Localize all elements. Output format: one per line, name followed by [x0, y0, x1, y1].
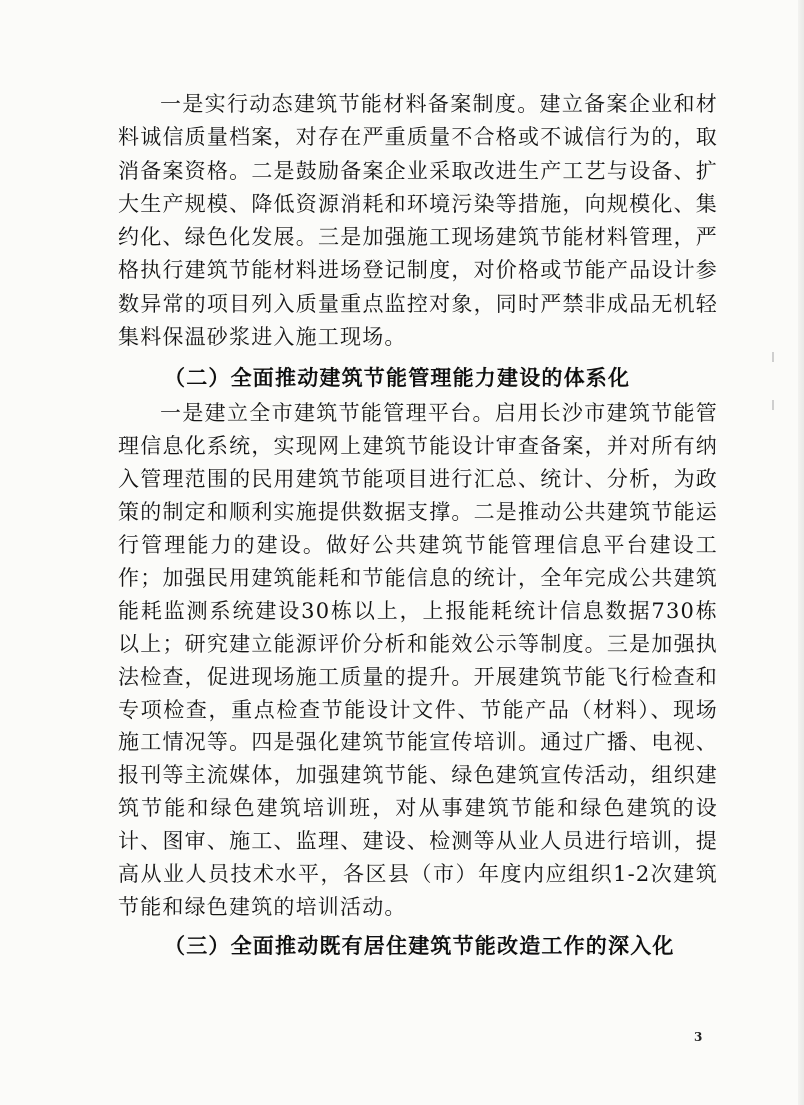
- scan-mark: [772, 400, 774, 410]
- section-heading-3: （三）全面推动既有居住建筑节能改造工作的深入化: [164, 933, 675, 958]
- section-heading-2: （二）全面推动建筑节能管理能力建设的体系化: [164, 366, 631, 391]
- scan-mark: [772, 352, 774, 362]
- page-number: 3: [694, 1030, 703, 1044]
- paragraph-management-capacity: 一是建立全市建筑节能管理平台。启用长沙市建筑节能管理信息化系统，实现网上建筑节能设计审查备案，并对所有纳入管理范围的民用建筑节能项目进行汇总、统计、分析，为政策的制定和顺利实施提供数据支撑。二是推动公共建筑节能运行管理能力的建设。做好公共建筑节能管理信息平台建设工作；加强民用建筑能耗和节能信息的统计，全年完成公共建筑能耗监测系统建设30栋以上，上报能耗统计信息数据730栋以上；研究建立能源评价分析和能效公示等制度。三是加强执法检查，促进现场施工质量的提升。开展建筑节能飞行检查和专项检查，重点检查节能设计文件、节能产品（材料）、现场施工情况等。四是强化建筑节能宣传培训。通过广播、电视、报刊等主流媒体，加强建筑节能、绿色建筑宣传活动，组织建筑节能和绿色建筑培训班，对从事建筑节能和绿色建筑的设计、图审、施工、监理、建设、检测等从业人员进行培训，提高从业人员技术水平，各区县（市）年度内应组织1-2次建筑节能和绿色建筑的培训活动。: [118, 401, 718, 919]
- scan-edge-shadow: [798, 0, 804, 1105]
- document-body: [118, 88, 718, 963]
- paragraph-material-filing: 一是实行动态建筑节能材料备案制度。建立备案企业和材料诚信质量档案，对存在严重质量不合格或不诚信行为的，取消备案资格。二是鼓励备案企业采取改进生产工艺与设备、扩大生产规模、降低资源消耗和环境污染等措施，向规模化、集约化、绿色化发展。三是加强施工现场建筑节能材料管理，严格执行建筑节能材料进场登记制度，对价格或节能产品设计参数异常的项目列入质量重点监控对象，同时严禁非成品无机轻集料保温砂浆进入施工现场。: [118, 92, 718, 350]
